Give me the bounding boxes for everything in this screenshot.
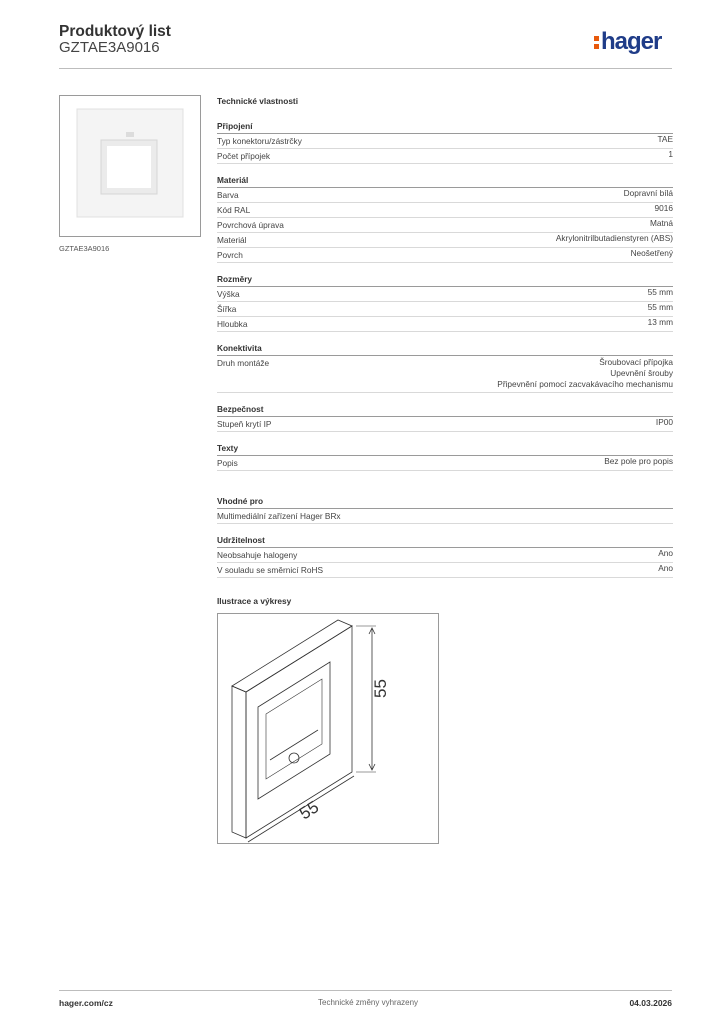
spec-row — [217, 417, 673, 432]
spec-value — [604, 456, 673, 470]
spec-label: Typ konektoru/zástrčky — [217, 136, 302, 146]
spec-row — [217, 548, 673, 563]
drawing-title: Ilustrace a výkresy — [217, 596, 292, 606]
spec-value-line: Bez pole pro popis — [604, 456, 673, 466]
spec-value — [657, 134, 673, 148]
spec-value — [656, 417, 673, 431]
section-title: Texty — [217, 441, 673, 456]
spec-value-line: Matná — [649, 218, 673, 228]
spec-row — [217, 317, 673, 332]
section-title: Udržitelnost — [217, 533, 673, 548]
spec-label: Neobsahuje halogeny — [217, 550, 298, 560]
spec-label: Multimediální zařízení Hager BRx — [217, 511, 341, 521]
spec-value-line: 1 — [668, 149, 673, 159]
wall-plate-image — [60, 96, 200, 236]
height-dimension-label: 55 — [371, 679, 390, 698]
spec-value — [648, 302, 673, 316]
spec-value-line: 55 mm — [647, 287, 673, 297]
spec-value-line: 9016 — [654, 203, 673, 213]
spec-value — [497, 356, 673, 392]
spec-row — [217, 456, 673, 471]
spec-value — [624, 188, 673, 202]
section-gap — [217, 263, 673, 272]
spec-row — [217, 287, 673, 302]
spec-value-line: Šroubovací přípojka — [599, 357, 673, 367]
spec-row — [217, 188, 673, 203]
spec-value — [648, 287, 673, 301]
spec-value — [658, 548, 673, 562]
spec-row — [217, 563, 673, 578]
section-title: Materiál — [217, 173, 673, 188]
spec-value — [658, 563, 673, 577]
section-title: Bezpečnost — [217, 402, 673, 417]
spec-label: Kód RAL — [217, 205, 251, 215]
spec-label: Popis — [217, 458, 238, 468]
spec-title: Technické vlastnosti — [217, 96, 298, 106]
section-gap — [217, 332, 673, 341]
footer-notice: Technické změny vyhrazeny — [318, 998, 419, 1007]
spec-label: V souladu se směrnicí RoHS — [217, 565, 324, 575]
spec-label: Druh montáže — [217, 358, 270, 368]
thumbnail-caption: GZTAE3A9016 — [59, 244, 110, 253]
spec-value — [648, 317, 673, 331]
footer-date: 04.03.2026 — [629, 998, 672, 1008]
spec-value-line: 13 mm — [647, 317, 673, 327]
spec-row — [217, 233, 673, 248]
spec-value-line: Připevnění pomocí zacvakávacího mechanismu — [497, 379, 673, 389]
spec-value — [631, 248, 673, 262]
width-dimension-label: 55 — [296, 797, 323, 824]
spec-value-line: Ano — [658, 548, 673, 558]
section-title: Vhodné pro — [217, 494, 673, 509]
spec-sections — [217, 119, 673, 471]
section-gap — [217, 164, 673, 173]
spec-value — [668, 149, 673, 163]
logo-dots-icon — [594, 36, 599, 52]
footer-website-link[interactable]: hager.com/cz — [59, 998, 113, 1008]
spec-row — [217, 203, 673, 218]
hager-logo[interactable] — [594, 28, 661, 56]
section-gap — [217, 432, 673, 441]
spec-label: Barva — [217, 190, 239, 200]
dimension-drawing-icon — [218, 614, 438, 843]
section-title: Rozměry — [217, 272, 673, 287]
spec-value-line: Dopravní bílá — [623, 188, 673, 198]
spec-value-line: Ano — [658, 563, 673, 573]
spec-label: Povrch — [217, 250, 243, 260]
spec-row — [217, 302, 673, 317]
spec-value-line: IP00 — [655, 417, 673, 427]
spec-label: Stupeň krytí IP — [217, 419, 272, 429]
logo-text: hager — [601, 28, 662, 55]
product-code: GZTAE3A9016 — [59, 39, 160, 56]
section-gap — [217, 393, 673, 402]
spec-value — [556, 233, 673, 247]
spec-value-line: Neošetřený — [630, 248, 673, 258]
spec-value — [655, 203, 673, 217]
spec-table — [217, 95, 673, 578]
spec-label: Počet přípojek — [217, 151, 271, 161]
spec-row — [217, 356, 673, 393]
spec-row — [217, 134, 673, 149]
spec-value — [650, 218, 673, 232]
page-title: Produktový list — [59, 23, 171, 40]
section-title: Připojení — [217, 119, 673, 134]
section-gap — [217, 524, 673, 533]
footer-divider — [59, 990, 672, 991]
spec-label: Hloubka — [217, 319, 248, 329]
section-title: Konektivita — [217, 341, 673, 356]
product-thumbnail[interactable] — [59, 95, 201, 237]
spec-value-line: Upevnění šrouby — [610, 368, 673, 378]
spec-value-line: TAE — [657, 134, 673, 144]
spec-row — [217, 218, 673, 233]
spec-spacer — [217, 471, 673, 494]
spec-label: Materiál — [217, 235, 247, 245]
spec-row — [217, 509, 673, 524]
spec-label: Povrchová úprava — [217, 220, 284, 230]
spec-label: Výška — [217, 289, 240, 299]
spec-value-line: 55 mm — [647, 302, 673, 312]
spec-row — [217, 149, 673, 164]
extra-sections — [217, 494, 673, 578]
technical-drawing[interactable] — [217, 613, 439, 844]
spec-value-line: Akrylonitrilbutadienstyren (ABS) — [555, 233, 673, 243]
header-divider — [59, 68, 672, 69]
spec-label: Šířka — [217, 304, 237, 314]
spec-row — [217, 248, 673, 263]
